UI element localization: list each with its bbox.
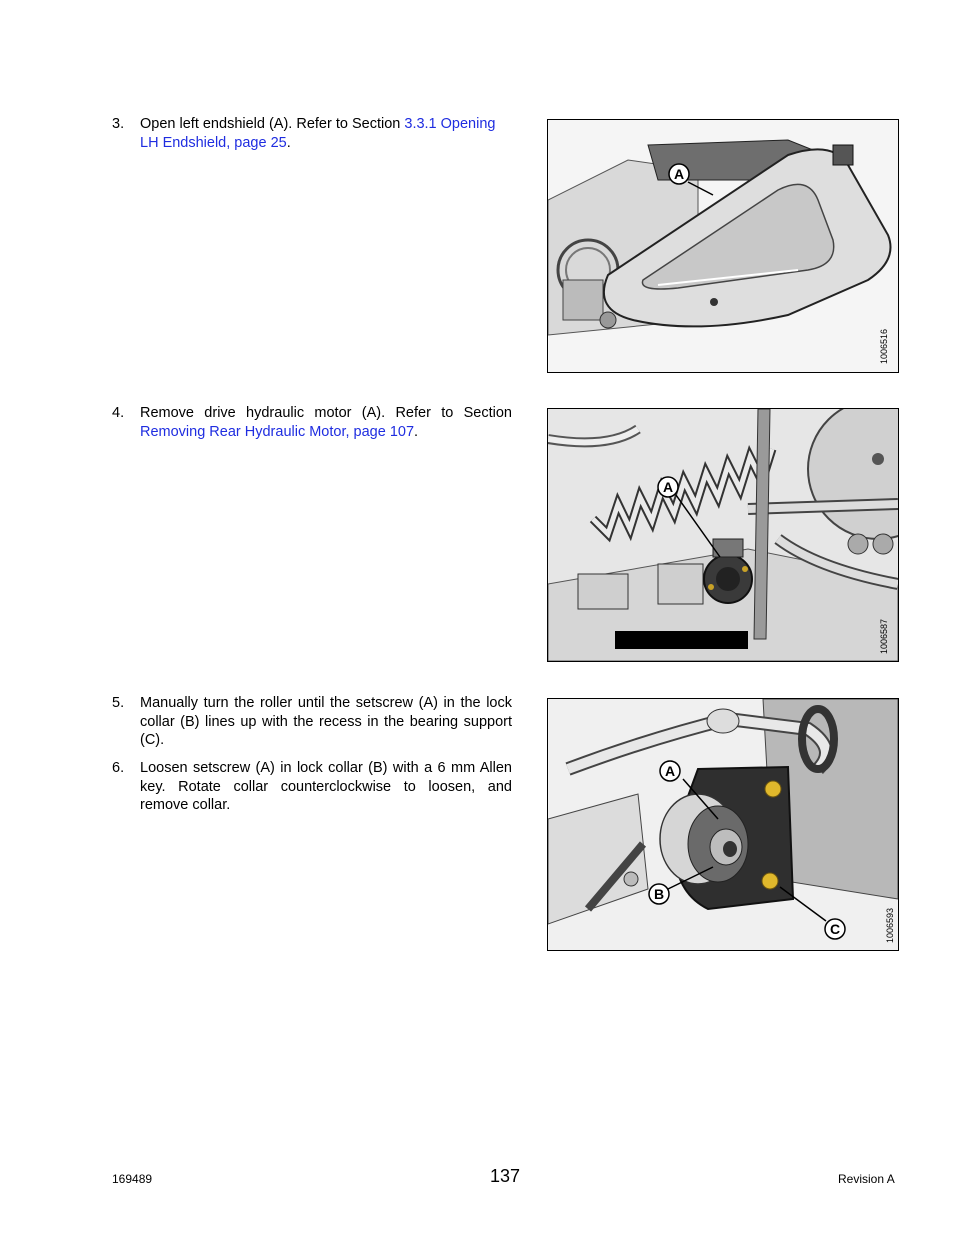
step-number: 4. [112, 405, 125, 421]
section-link[interactable]: 3.3.1 Opening LH Endshield, page 25 [140, 116, 496, 151]
lock-collar-illustration [548, 699, 898, 950]
step-text: Loosen setscrew (A) in lock collar (B) with a 6 mm Allen key. Rotate collar counterclockwise to loosen, and remove collar. [140, 760, 512, 814]
step-number: 6. [112, 760, 125, 776]
figure-hydraulic-motor [547, 408, 899, 662]
callout-a: A [662, 479, 674, 495]
callout-a: A [673, 166, 685, 182]
step-number: 5. [112, 695, 125, 711]
step-text: Remove drive hydraulic motor (A). Refer to Section Removing Rear Hydraulic Motor, page 107. [140, 405, 512, 440]
callout-c: C [829, 921, 841, 937]
callout-b: B [653, 886, 665, 902]
hydraulic-motor-illustration [548, 409, 898, 661]
revision-label: Revision A [838, 1172, 895, 1186]
figure-id: 1006593 [885, 907, 895, 943]
section-link[interactable]: Removing Rear Hydraulic Motor, page 107 [140, 423, 415, 440]
figure-endshield [547, 119, 899, 373]
doc-number: 169489 [112, 1172, 153, 1186]
endshield-illustration [548, 120, 898, 372]
figure-lock-collar [547, 698, 899, 951]
step-text: Open left endshield (A). Refer to Section 3.3.1 Opening LH Endshield, page 25. [140, 116, 496, 151]
figure-id: 1006587 [879, 618, 889, 654]
page-number: 137 [490, 1166, 521, 1186]
step-number: 3. [112, 116, 125, 132]
step-text: Manually turn the roller until the setscrew (A) in the lock collar (B) lines up with the recess in the bearing support (C). [140, 695, 512, 749]
figure-id: 1006516 [879, 328, 889, 364]
callout-a: A [664, 763, 676, 779]
